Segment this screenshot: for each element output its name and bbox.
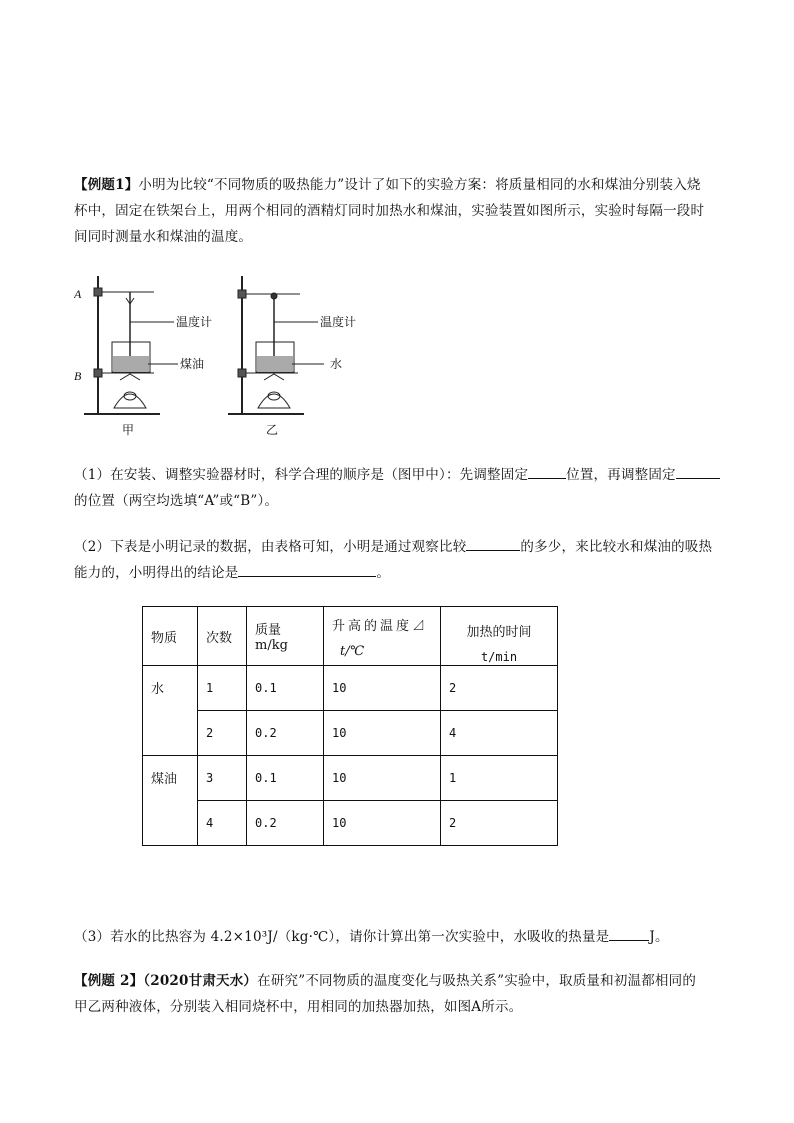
answer-blank-4[interactable] xyxy=(238,562,376,577)
question3-line1: （3）若水的比热容为 4.2×10³J/（kg·℃），请你计算出第一次实验中，水吸收的热量是 J。 xyxy=(74,924,724,950)
cell-water: 水 xyxy=(143,666,198,756)
cell-count: 1 xyxy=(198,666,247,711)
header-mass: 质量 m/kg xyxy=(247,607,324,666)
header-count: 次数 xyxy=(198,607,247,666)
thermometer-label-left: 温度计 xyxy=(176,315,213,329)
cell-kerosene: 煤油 xyxy=(143,756,198,846)
cell-count: 3 xyxy=(198,756,247,801)
example2-paragraph xyxy=(74,968,724,1020)
table-row xyxy=(143,801,558,846)
answer-blank-2[interactable] xyxy=(676,464,720,479)
label-a: A xyxy=(74,287,82,301)
header-temp: 升高的温度⊿ t/℃ xyxy=(324,607,441,666)
table-row xyxy=(143,666,558,711)
cell-temp: 10 xyxy=(324,711,441,756)
example1-line1: 【例题1】小明为比较“不同物质的吸热能力”设计了如下的实验方案：将质量相同的水和煤油分别装入烧 xyxy=(74,177,701,193)
example2-label: 【例题 2】 xyxy=(74,973,144,989)
example1-label: 【例题1】 xyxy=(74,177,139,193)
label-b: B xyxy=(74,369,82,383)
header-time: 加热的时间 t/min xyxy=(441,607,558,666)
example2-line2: 甲乙两种液体，分别装入相同烧杯中，用相同的加热器加热，如图A所示。 xyxy=(74,999,523,1015)
cell-time: 2 xyxy=(441,801,558,846)
table-row xyxy=(143,711,558,756)
answer-blank-1[interactable] xyxy=(528,464,566,479)
example2-source: （2020甘肃天水） xyxy=(143,973,258,989)
thermometer-label-right: 温度计 xyxy=(320,315,357,329)
kerosene-label: 煤油 xyxy=(180,357,205,371)
cell-mass: 0.2 xyxy=(247,711,324,756)
cell-time: 1 xyxy=(441,756,558,801)
caption-yi: 乙 xyxy=(266,423,279,436)
cell-temp: 10 xyxy=(324,756,441,801)
data-table xyxy=(142,606,558,846)
cell-time: 4 xyxy=(441,711,558,756)
example2-line1: 【例题 2】（2020甘肃天水）在研究”不同物质的温度变化与吸热关系”实验中，取质量和初温都相同的 xyxy=(74,973,697,989)
cell-count: 4 xyxy=(198,801,247,846)
example1-line3: 间同时测量水和煤油的温度。 xyxy=(74,229,253,245)
apparatus-diagram xyxy=(74,276,374,436)
table-header-row xyxy=(143,607,558,666)
cell-temp: 10 xyxy=(324,666,441,711)
header-substance: 物质 xyxy=(143,607,198,666)
caption-jia: 甲 xyxy=(122,423,135,436)
table-row xyxy=(143,756,558,801)
question2-line2: 能力的，小明得出的结论是 。 xyxy=(74,560,724,586)
water-label: 水 xyxy=(330,357,343,371)
cell-time: 2 xyxy=(441,666,558,711)
question1 xyxy=(74,462,724,514)
answer-blank-5[interactable] xyxy=(609,926,649,941)
cell-mass: 0.1 xyxy=(247,666,324,711)
apparatus-figure xyxy=(74,276,374,436)
example1-line2: 杯中，固定在铁架台上，用两个相同的酒精灯同时加热水和煤油，实验装置如图所示，实验时每隔一段时 xyxy=(74,203,705,219)
cell-count: 2 xyxy=(198,711,247,756)
cell-mass: 0.1 xyxy=(247,756,324,801)
cell-mass: 0.2 xyxy=(247,801,324,846)
cell-temp: 10 xyxy=(324,801,441,846)
answer-blank-3[interactable] xyxy=(466,536,520,551)
question1-line1: （1）在安装、调整实验器材时，科学合理的顺序是（图甲中）：先调整固定 位置，再调整固定 xyxy=(74,462,724,488)
example1-paragraph xyxy=(74,172,724,250)
question3 xyxy=(74,924,724,950)
question2-line1: （2）下表是小明记录的数据，由表格可知，小明是通过观察比较 的多少，来比较水和煤油的吸热 xyxy=(74,534,724,560)
question1-line2: 的位置（两空均选填“A”或“B”）。 xyxy=(74,493,279,509)
question2 xyxy=(74,534,724,586)
